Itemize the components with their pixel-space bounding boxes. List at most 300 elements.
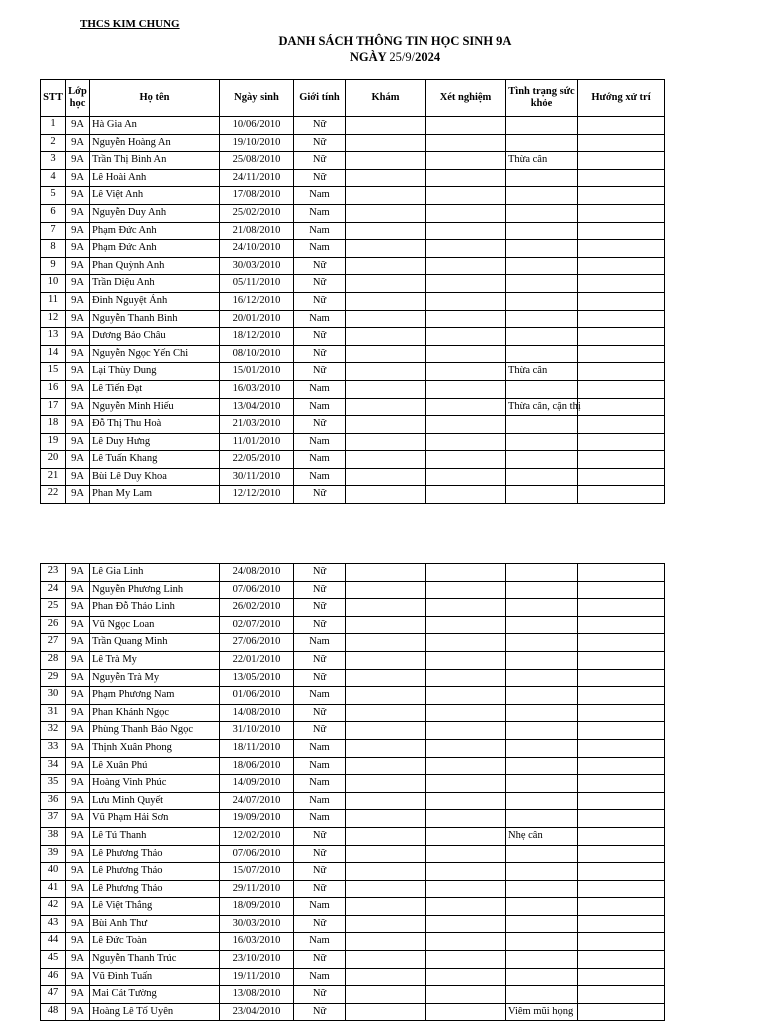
row-test <box>426 152 506 170</box>
row-dob: 31/10/2010 <box>220 722 294 740</box>
table-row <box>41 380 665 398</box>
row-health <box>506 310 578 328</box>
row-stt: 47 <box>41 986 66 1004</box>
row-gender: Nữ <box>294 951 346 969</box>
row-gender: Nữ <box>294 599 346 617</box>
row-stt: 38 <box>41 827 66 845</box>
row-name: Lê Duy Hưng <box>90 433 220 451</box>
row-class: 9A <box>66 810 90 828</box>
row-name: Nguyễn Thanh Trúc <box>90 951 220 969</box>
row-dob: 11/01/2010 <box>220 433 294 451</box>
row-health <box>506 292 578 310</box>
table-row <box>41 898 665 916</box>
row-action <box>578 416 665 434</box>
row-health <box>506 792 578 810</box>
table-row <box>41 704 665 722</box>
table-row <box>41 616 665 634</box>
table-row <box>41 863 665 881</box>
row-gender: Nam <box>294 222 346 240</box>
row-dob: 18/09/2010 <box>220 898 294 916</box>
row-gender: Nam <box>294 634 346 652</box>
row-health: Nhẹ cân <box>506 827 578 845</box>
row-dob: 10/06/2010 <box>220 117 294 135</box>
row-class: 9A <box>66 398 90 416</box>
row-class: 9A <box>66 669 90 687</box>
row-dob: 29/11/2010 <box>220 880 294 898</box>
row-dob: 13/05/2010 <box>220 669 294 687</box>
row-name: Lê Trà My <box>90 651 220 669</box>
row-gender: Nữ <box>294 616 346 634</box>
row-action <box>578 704 665 722</box>
row-class: 9A <box>66 827 90 845</box>
table-row <box>41 845 665 863</box>
row-health <box>506 416 578 434</box>
row-action <box>578 433 665 451</box>
row-name: Trần Thị Bình An <box>90 152 220 170</box>
table-row <box>41 581 665 599</box>
row-action <box>578 722 665 740</box>
row-gender: Nam <box>294 739 346 757</box>
row-dob: 26/02/2010 <box>220 599 294 617</box>
row-gender: Nữ <box>294 152 346 170</box>
row-gender: Nam <box>294 468 346 486</box>
row-dob: 16/03/2010 <box>220 380 294 398</box>
table-row <box>41 880 665 898</box>
row-gender: Nam <box>294 687 346 705</box>
row-exam <box>346 380 426 398</box>
col-header-action: Hướng xử trí <box>578 80 665 117</box>
row-class: 9A <box>66 968 90 986</box>
table-row <box>41 564 665 582</box>
table-row <box>41 968 665 986</box>
row-name: Bùi Anh Thư <box>90 915 220 933</box>
row-exam <box>346 257 426 275</box>
row-name: Lê Hoài Anh <box>90 169 220 187</box>
row-action <box>578 968 665 986</box>
row-test <box>426 204 506 222</box>
row-health <box>506 204 578 222</box>
row-name: Phan Khánh Ngọc <box>90 704 220 722</box>
row-dob: 14/08/2010 <box>220 704 294 722</box>
row-name: Vũ Phạm Hải Sơn <box>90 810 220 828</box>
row-action <box>578 845 665 863</box>
row-health <box>506 380 578 398</box>
row-stt: 27 <box>41 634 66 652</box>
row-exam <box>346 292 426 310</box>
row-exam <box>346 134 426 152</box>
row-health <box>506 704 578 722</box>
row-gender: Nam <box>294 933 346 951</box>
row-stt: 40 <box>41 863 66 881</box>
row-class: 9A <box>66 687 90 705</box>
row-action <box>578 152 665 170</box>
table-row <box>41 810 665 828</box>
row-name: Đỗ Thị Thu Hoà <box>90 416 220 434</box>
row-class: 9A <box>66 739 90 757</box>
row-action <box>578 880 665 898</box>
row-action <box>578 451 665 469</box>
row-test <box>426 915 506 933</box>
row-stt: 26 <box>41 616 66 634</box>
row-action <box>578 564 665 582</box>
row-stt: 35 <box>41 775 66 793</box>
table-row <box>41 222 665 240</box>
table-row <box>41 634 665 652</box>
table-row <box>41 152 665 170</box>
row-gender: Nữ <box>294 863 346 881</box>
row-gender: Nam <box>294 968 346 986</box>
col-header-test: Xét nghiệm <box>426 80 506 117</box>
row-exam <box>346 968 426 986</box>
row-stt: 13 <box>41 328 66 346</box>
row-test <box>426 564 506 582</box>
row-dob: 15/07/2010 <box>220 863 294 881</box>
row-dob: 25/08/2010 <box>220 152 294 170</box>
row-name: Lê Đức Toàn <box>90 933 220 951</box>
row-gender: Nam <box>294 398 346 416</box>
row-health <box>506 486 578 504</box>
row-health <box>506 134 578 152</box>
date-value: 25/9/ <box>389 50 416 64</box>
row-name: Đinh Nguyệt Ánh <box>90 292 220 310</box>
row-test <box>426 968 506 986</box>
row-exam <box>346 898 426 916</box>
row-stt: 37 <box>41 810 66 828</box>
row-health <box>506 651 578 669</box>
row-action <box>578 669 665 687</box>
row-stt: 15 <box>41 363 66 381</box>
row-action <box>578 1003 665 1021</box>
row-exam <box>346 651 426 669</box>
row-test <box>426 292 506 310</box>
row-test <box>426 363 506 381</box>
row-stt: 7 <box>41 222 66 240</box>
table-row <box>41 951 665 969</box>
row-test <box>426 792 506 810</box>
row-name: Phạm Đức Anh <box>90 222 220 240</box>
row-action <box>578 310 665 328</box>
row-exam <box>346 275 426 293</box>
row-name: Phùng Thanh Bảo Ngọc <box>90 722 220 740</box>
row-test <box>426 257 506 275</box>
row-action <box>578 915 665 933</box>
row-class: 9A <box>66 1003 90 1021</box>
table-row <box>41 1003 665 1021</box>
table-row <box>41 757 665 775</box>
row-dob: 20/01/2010 <box>220 310 294 328</box>
row-test <box>426 398 506 416</box>
row-class: 9A <box>66 433 90 451</box>
row-test <box>426 739 506 757</box>
row-dob: 18/12/2010 <box>220 328 294 346</box>
row-gender: Nữ <box>294 704 346 722</box>
row-class: 9A <box>66 204 90 222</box>
row-class: 9A <box>66 634 90 652</box>
student-table-part-2 <box>40 563 665 1021</box>
table-row <box>41 486 665 504</box>
row-health <box>506 898 578 916</box>
row-test <box>426 222 506 240</box>
row-stt: 34 <box>41 757 66 775</box>
row-dob: 12/12/2010 <box>220 486 294 504</box>
row-gender: Nam <box>294 792 346 810</box>
row-test <box>426 240 506 258</box>
row-name: Thịnh Xuân Phong <box>90 739 220 757</box>
row-dob: 15/01/2010 <box>220 363 294 381</box>
row-name: Vũ Đình Tuấn <box>90 968 220 986</box>
row-name: Lê Tuấn Khang <box>90 451 220 469</box>
row-stt: 3 <box>41 152 66 170</box>
row-gender: Nam <box>294 451 346 469</box>
row-stt: 5 <box>41 187 66 205</box>
row-stt: 46 <box>41 968 66 986</box>
row-exam <box>346 117 426 135</box>
row-exam <box>346 915 426 933</box>
row-health <box>506 845 578 863</box>
row-exam <box>346 722 426 740</box>
row-dob: 24/11/2010 <box>220 169 294 187</box>
row-stt: 30 <box>41 687 66 705</box>
row-health <box>506 757 578 775</box>
table-row <box>41 398 665 416</box>
table-row <box>41 257 665 275</box>
row-name: Lê Việt Anh <box>90 187 220 205</box>
row-test <box>426 616 506 634</box>
row-name: Hà Gia An <box>90 117 220 135</box>
table-row <box>41 827 665 845</box>
row-exam <box>346 687 426 705</box>
row-stt: 23 <box>41 564 66 582</box>
row-class: 9A <box>66 363 90 381</box>
row-health <box>506 328 578 346</box>
row-test <box>426 187 506 205</box>
row-stt: 21 <box>41 468 66 486</box>
row-dob: 02/07/2010 <box>220 616 294 634</box>
table-header-row <box>41 80 665 117</box>
row-dob: 30/11/2010 <box>220 468 294 486</box>
row-exam <box>346 986 426 1004</box>
col-header-dob: Ngày sinh <box>220 80 294 117</box>
row-dob: 30/03/2010 <box>220 257 294 275</box>
row-gender: Nữ <box>294 651 346 669</box>
row-exam <box>346 863 426 881</box>
student-table-part-1 <box>40 79 665 504</box>
row-exam <box>346 704 426 722</box>
row-name: Lê Phương Thảo <box>90 880 220 898</box>
row-dob: 23/10/2010 <box>220 951 294 969</box>
row-exam <box>346 880 426 898</box>
row-test <box>426 433 506 451</box>
row-action <box>578 134 665 152</box>
table-row <box>41 169 665 187</box>
row-gender: Nữ <box>294 328 346 346</box>
row-dob: 19/10/2010 <box>220 134 294 152</box>
row-action <box>578 933 665 951</box>
row-stt: 16 <box>41 380 66 398</box>
row-dob: 24/08/2010 <box>220 564 294 582</box>
row-gender: Nam <box>294 898 346 916</box>
table-row <box>41 722 665 740</box>
table-row <box>41 739 665 757</box>
col-header-name: Họ tên <box>90 80 220 117</box>
table-row <box>41 363 665 381</box>
row-health <box>506 581 578 599</box>
row-gender: Nữ <box>294 915 346 933</box>
row-health: Thừa cân, cận thị <box>506 398 578 416</box>
row-dob: 16/03/2010 <box>220 933 294 951</box>
row-stt: 39 <box>41 845 66 863</box>
row-dob: 21/08/2010 <box>220 222 294 240</box>
row-health <box>506 240 578 258</box>
row-action <box>578 380 665 398</box>
row-class: 9A <box>66 117 90 135</box>
row-exam <box>346 616 426 634</box>
table-row <box>41 651 665 669</box>
row-class: 9A <box>66 757 90 775</box>
row-class: 9A <box>66 152 90 170</box>
row-name: Lê Phương Thảo <box>90 845 220 863</box>
row-gender: Nữ <box>294 581 346 599</box>
row-action <box>578 616 665 634</box>
row-dob: 22/01/2010 <box>220 651 294 669</box>
table-row <box>41 134 665 152</box>
row-class: 9A <box>66 451 90 469</box>
row-exam <box>346 451 426 469</box>
row-name: Phan Quỳnh Anh <box>90 257 220 275</box>
table-row <box>41 345 665 363</box>
row-gender: Nữ <box>294 722 346 740</box>
row-action <box>578 898 665 916</box>
row-dob: 01/06/2010 <box>220 687 294 705</box>
row-health <box>506 599 578 617</box>
row-action <box>578 651 665 669</box>
row-exam <box>346 951 426 969</box>
row-health <box>506 863 578 881</box>
table-row <box>41 451 665 469</box>
table-row <box>41 275 665 293</box>
row-exam <box>346 827 426 845</box>
row-dob: 16/12/2010 <box>220 292 294 310</box>
table-row <box>41 433 665 451</box>
row-action <box>578 117 665 135</box>
document-title: DANH SÁCH THÔNG TIN HỌC SINH 9A <box>278 34 512 48</box>
row-test <box>426 951 506 969</box>
row-class: 9A <box>66 222 90 240</box>
row-action <box>578 468 665 486</box>
row-test <box>426 810 506 828</box>
row-stt: 42 <box>41 898 66 916</box>
row-name: Lê Tiến Đạt <box>90 380 220 398</box>
row-exam <box>346 933 426 951</box>
row-name: Lưu Minh Quyết <box>90 792 220 810</box>
row-health <box>506 775 578 793</box>
row-dob: 30/03/2010 <box>220 915 294 933</box>
row-test <box>426 669 506 687</box>
table-row <box>41 187 665 205</box>
row-stt: 45 <box>41 951 66 969</box>
row-dob: 21/03/2010 <box>220 416 294 434</box>
row-action <box>578 792 665 810</box>
row-health <box>506 187 578 205</box>
row-health <box>506 564 578 582</box>
row-stt: 31 <box>41 704 66 722</box>
row-name: Nguyễn Trà My <box>90 669 220 687</box>
row-test <box>426 880 506 898</box>
table-row <box>41 915 665 933</box>
document-date <box>170 50 620 65</box>
row-exam <box>346 345 426 363</box>
row-gender: Nam <box>294 433 346 451</box>
row-name: Lê Gia Linh <box>90 564 220 582</box>
row-class: 9A <box>66 416 90 434</box>
row-test <box>426 775 506 793</box>
row-stt: 25 <box>41 599 66 617</box>
row-health <box>506 451 578 469</box>
row-class: 9A <box>66 704 90 722</box>
row-health <box>506 810 578 828</box>
row-class: 9A <box>66 775 90 793</box>
row-class: 9A <box>66 169 90 187</box>
row-exam <box>346 222 426 240</box>
row-test <box>426 328 506 346</box>
row-exam <box>346 792 426 810</box>
row-health <box>506 951 578 969</box>
row-exam <box>346 775 426 793</box>
table-row <box>41 775 665 793</box>
row-class: 9A <box>66 275 90 293</box>
row-class: 9A <box>66 134 90 152</box>
row-action <box>578 827 665 845</box>
row-action <box>578 257 665 275</box>
row-name: Lê Tú Thanh <box>90 827 220 845</box>
row-name: Nguyễn Thanh Bình <box>90 310 220 328</box>
row-health: Thừa cân <box>506 152 578 170</box>
row-class: 9A <box>66 468 90 486</box>
row-test <box>426 687 506 705</box>
row-test <box>426 581 506 599</box>
date-year: 2024 <box>415 50 441 64</box>
row-test <box>426 451 506 469</box>
row-test <box>426 117 506 135</box>
row-gender: Nam <box>294 187 346 205</box>
col-header-gender: Giới tính <box>294 80 346 117</box>
row-health <box>506 275 578 293</box>
row-test <box>426 380 506 398</box>
row-name: Mai Cát Tường <box>90 986 220 1004</box>
row-gender: Nam <box>294 380 346 398</box>
row-exam <box>346 187 426 205</box>
row-test <box>426 134 506 152</box>
row-class: 9A <box>66 880 90 898</box>
row-exam <box>346 398 426 416</box>
row-test <box>426 722 506 740</box>
row-exam <box>346 416 426 434</box>
row-stt: 4 <box>41 169 66 187</box>
row-gender: Nữ <box>294 1003 346 1021</box>
row-dob: 07/06/2010 <box>220 845 294 863</box>
row-health <box>506 669 578 687</box>
row-stt: 44 <box>41 933 66 951</box>
row-dob: 12/02/2010 <box>220 827 294 845</box>
row-exam <box>346 739 426 757</box>
row-gender: Nam <box>294 810 346 828</box>
row-class: 9A <box>66 240 90 258</box>
row-gender: Nam <box>294 204 346 222</box>
row-action <box>578 292 665 310</box>
row-action <box>578 204 665 222</box>
row-stt: 17 <box>41 398 66 416</box>
row-class: 9A <box>66 898 90 916</box>
